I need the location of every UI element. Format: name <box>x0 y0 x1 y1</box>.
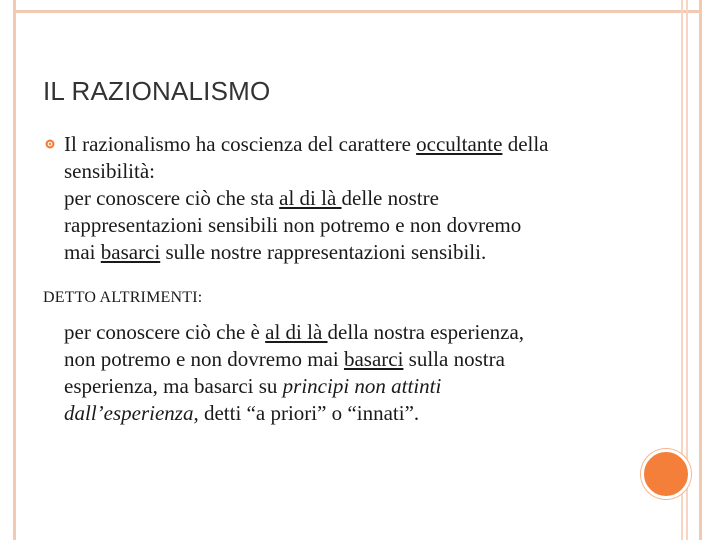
bullet-icon <box>45 139 55 149</box>
underlined-word: al di là <box>279 186 342 210</box>
second-paragraph <box>64 319 664 427</box>
text-line: per conoscere ciò che è al di là della nostra esperienza, <box>64 320 525 344</box>
text-line: dall’esperienza, detti “a priori” o “innati”. <box>64 401 420 425</box>
text-line: esperienza, ma basarci su principi non attinti <box>64 374 442 398</box>
text-line: Il razionalismo ha coscienza del carattere occultante della <box>64 132 549 156</box>
orange-circle-decoration <box>641 449 691 499</box>
top-border-decoration <box>13 10 702 13</box>
bullet-paragraph <box>64 131 664 266</box>
text-line: sensibilità: <box>64 159 155 183</box>
text-line: per conoscere ciò che sta al di là delle nostre <box>64 186 439 210</box>
slide-title: IL RAZIONALISMO <box>43 76 271 106</box>
text-line: mai basarci sulle nostre rappresentazioni sensibili. <box>64 240 487 264</box>
italic-phrase: principi non attinti <box>282 374 442 398</box>
underlined-word: al di là <box>265 320 328 344</box>
text-line: non potremo e non dovremo mai basarci sulla nostra <box>64 347 505 371</box>
left-border-decoration <box>13 0 16 540</box>
underlined-word: occultante <box>416 132 503 156</box>
underlined-word: basarci <box>100 240 161 264</box>
right-border-line <box>699 0 702 540</box>
detto-altrimenti-label: DETTO ALTRIMENTI: <box>43 289 203 306</box>
text-line: rappresentazioni sensibili non potremo e non dovremo <box>64 213 522 237</box>
underlined-word: basarci <box>343 347 404 371</box>
italic-phrase: dall’esperienza <box>64 401 194 425</box>
